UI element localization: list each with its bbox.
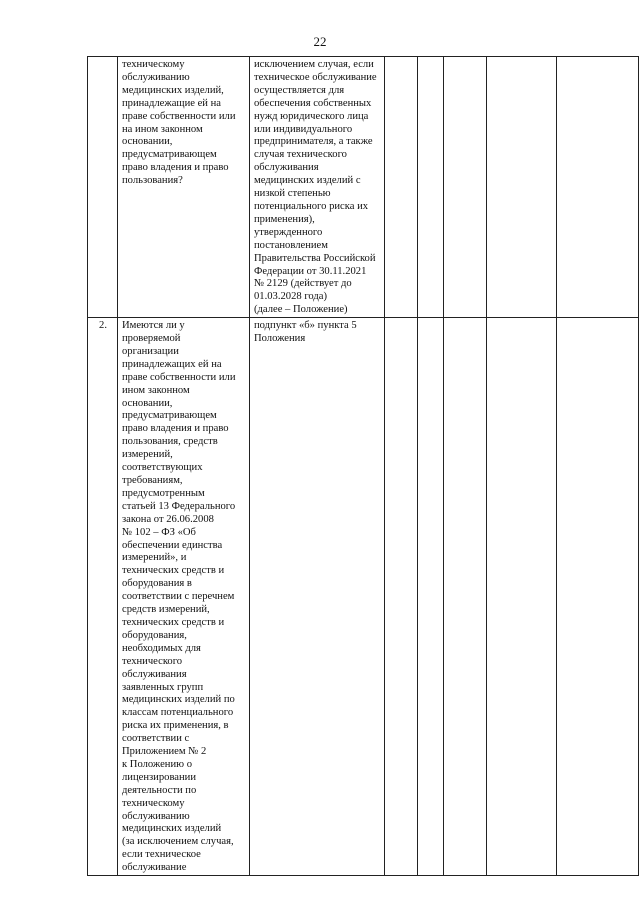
question-cell: техническому обслуживанию медицинских изделий, принадлежащие ей на праве собственности или на ином законном основании, предусматривающем право владения и право пользования? — [118, 57, 250, 318]
comment-cell — [557, 57, 639, 318]
checklist-table — [87, 56, 639, 876]
answer-yes-cell — [385, 57, 418, 318]
answer-extra-cell — [487, 318, 557, 876]
answer-no-cell — [418, 57, 444, 318]
answer-no-cell — [418, 318, 444, 876]
reference-cell: подпункт «б» пункта 5 Положения — [250, 318, 385, 876]
answer-extra-cell — [487, 57, 557, 318]
page-number: 22 — [313, 34, 327, 49]
row-number-cell: 2. — [88, 318, 118, 876]
answer-na-cell — [444, 57, 487, 318]
question-cell: Имеются ли у проверяемой организации принадлежащих ей на праве собственности или ином законном основании, предусматривающем право владения и право пользования, средств измерений, соответствующих требованиям, предусмотренным статьей 13 Федерального закона от 26.06.2008 № 102 – ФЗ «Об обеспечении единства измерений», и технических средств и оборудования в соответствии с перечнем средств измерений, технических средств и оборудования, необходимых для технического обслуживания заявленных групп медицинских изделий по классам потенциального риска их применения, в соответствии с Приложением № 2 к Положению о лицензировании деятельности по техническому обслуживанию медицинских изделий (за исключением случая, если техническое обслуживание — [118, 318, 250, 876]
table-row — [88, 318, 639, 876]
comment-cell — [557, 318, 639, 876]
answer-yes-cell — [385, 318, 418, 876]
answer-na-cell — [444, 318, 487, 876]
table-row — [88, 57, 639, 318]
row-number-cell — [88, 57, 118, 318]
reference-cell: исключением случая, если техническое обслуживание осуществляется для обеспечения собственных нужд юридического лица или индивидуального предпринимателя, а также случая технического обслуживания медицинских изделий с низкой степенью потенциального риска их применения), утвержденного постановлением Правительства Российской Федерации от 30.11.2021 № 2129 (действует до 01.03.2028 года) (далее – Положение) — [250, 57, 385, 318]
